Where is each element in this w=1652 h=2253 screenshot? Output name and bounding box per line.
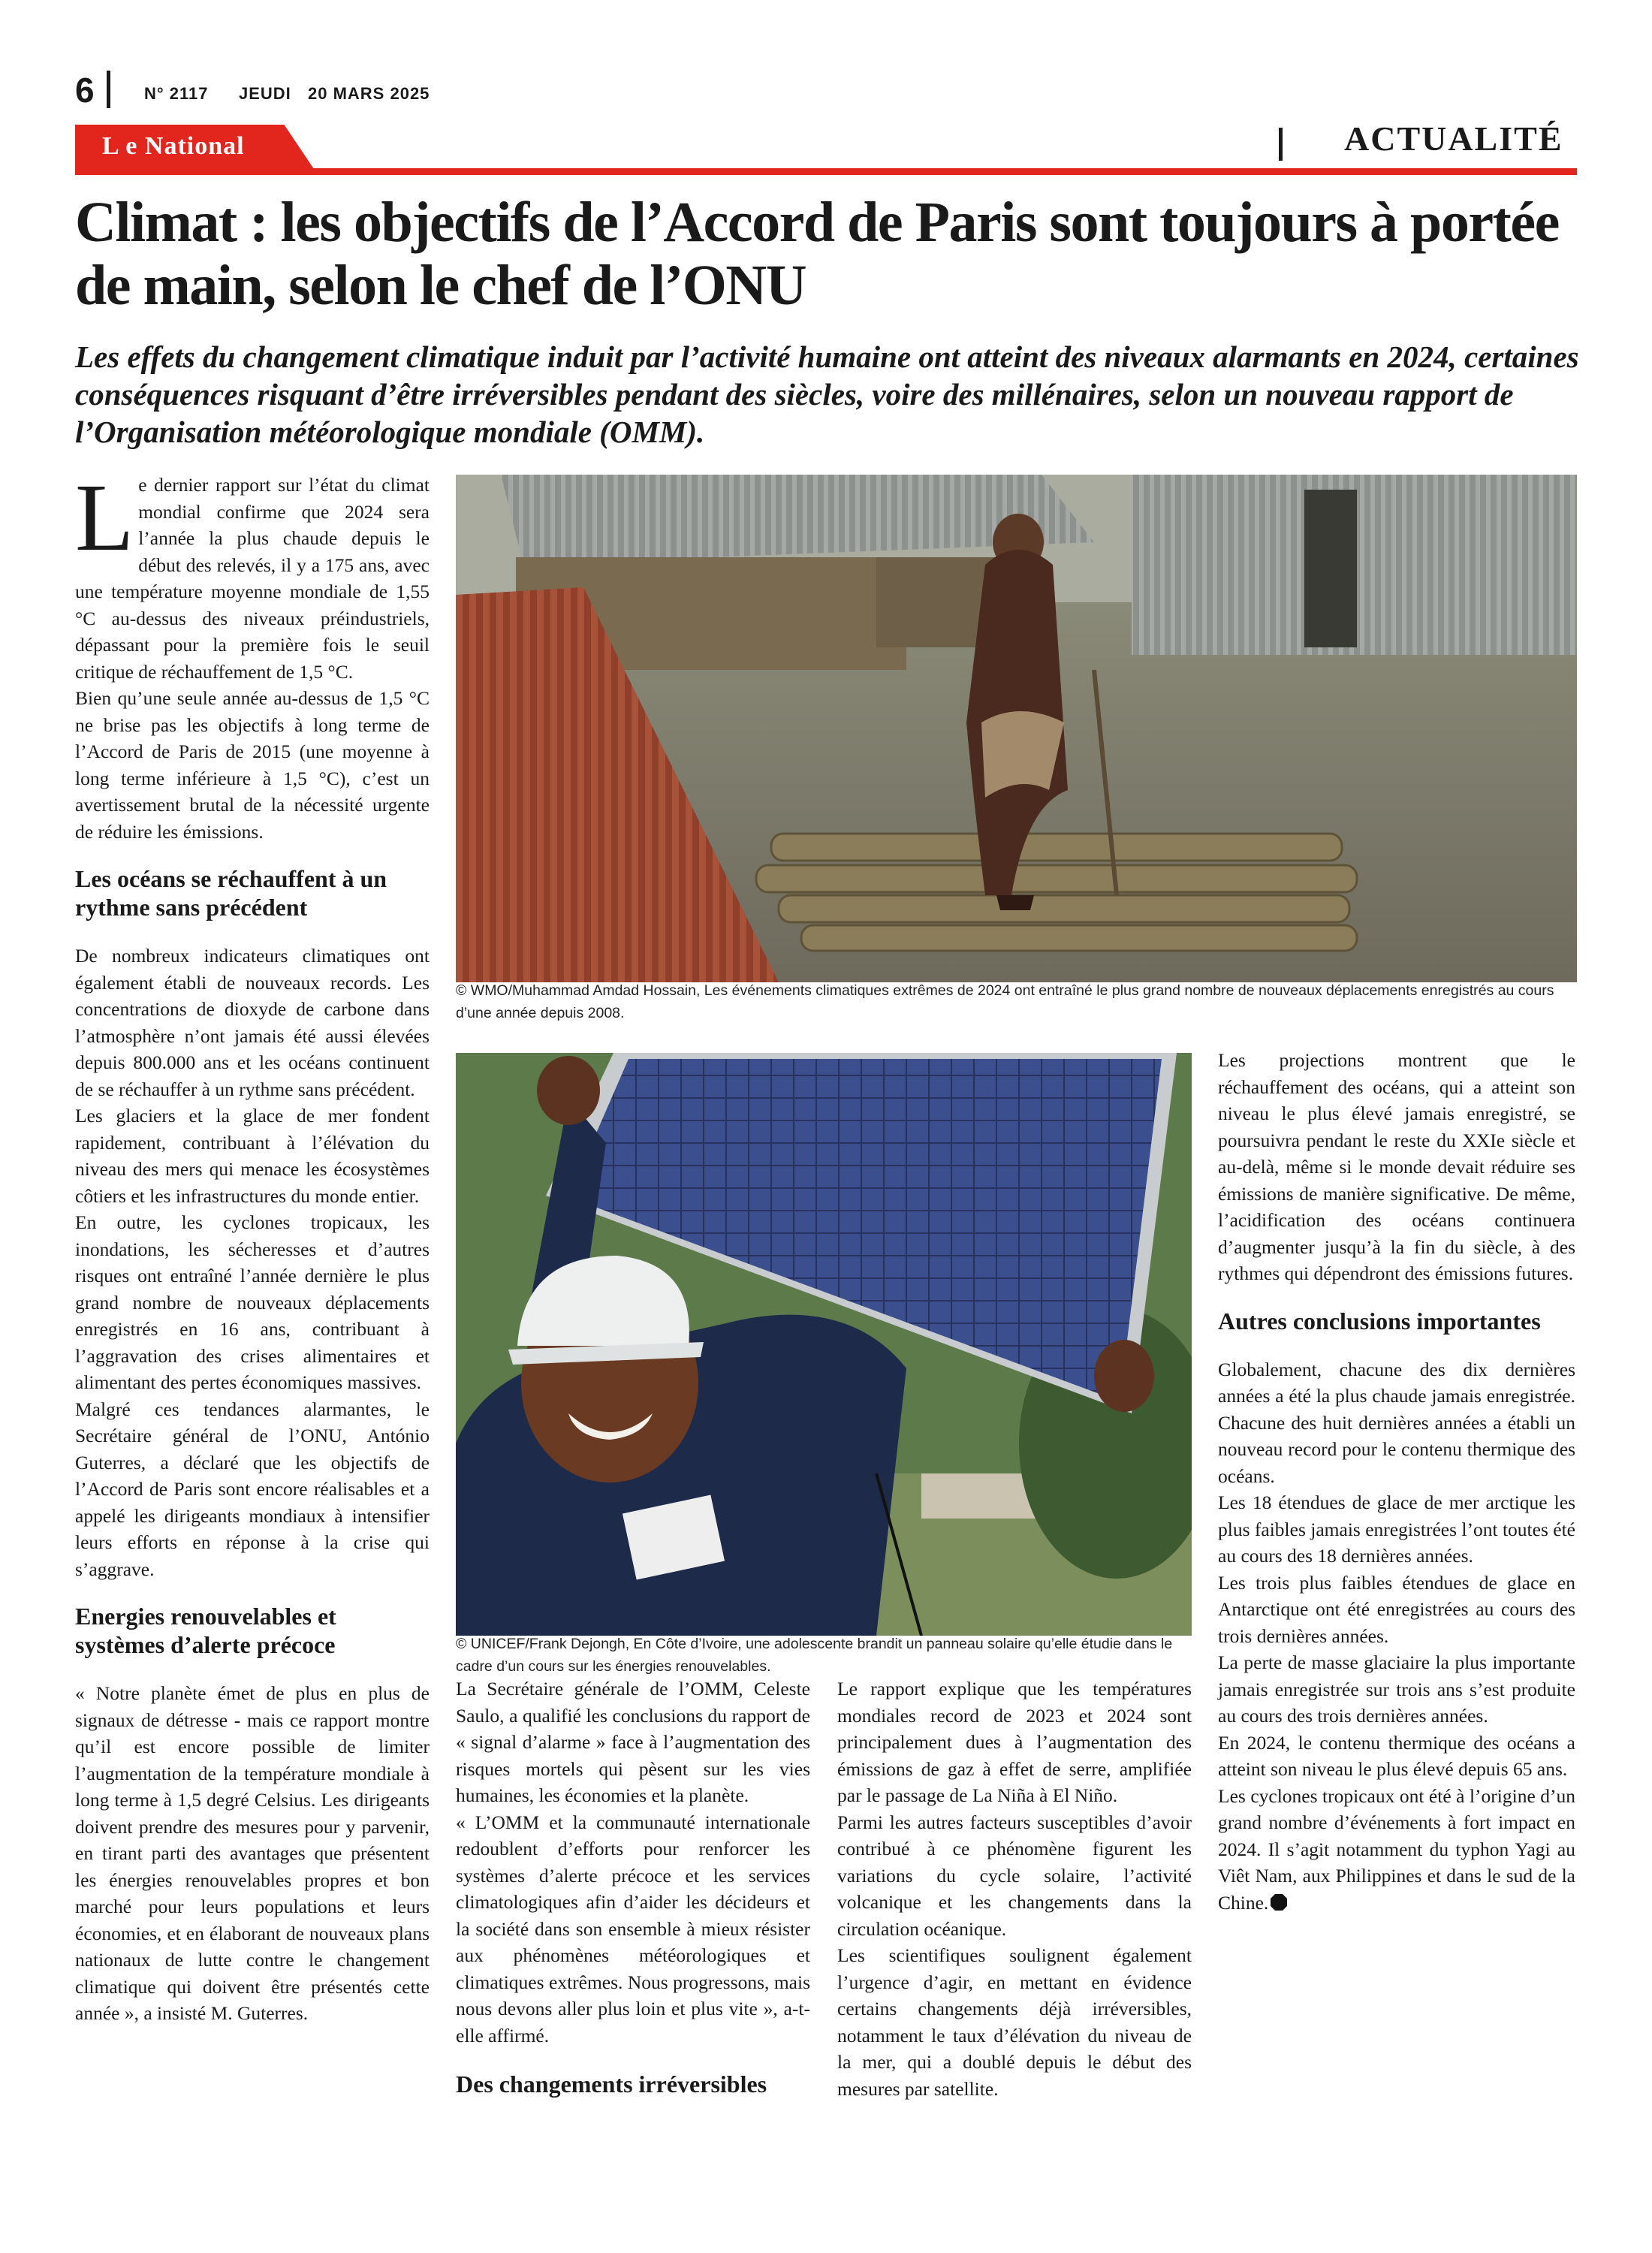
paragraph: En outre, les cyclones tropicaux, les inondations, les sécheresses et d’autres risques ont entraîné l’année dernière le plus grand nombre de nouveaux déplacements enregistrés en 16 ans, contribuant à l’aggravation des crises alimentaires et alimentant des pertes économiques massives.	[75, 1211, 430, 1393]
drop-cap: L	[75, 464, 134, 571]
paragraph: La Secrétaire générale de l’OMM, Celeste Saulo, a qualifié les conclusions du rapport de « signal d’alarme » face à l’augmentation des risques mortels qui pèsent sur les vies humaines, les économies et la planète.	[456, 1678, 810, 1806]
paragraph: En 2024, le contenu thermique des océans a atteint son niveau le plus élevé depuis 65 ans.	[1218, 1731, 1575, 1780]
header-rule	[75, 168, 1577, 175]
paragraph: Bien qu’une seule année au-dessus de 1,5 °C ne brise pas les objectifs à long terme de l’Accord de Paris de 2015 (une moyenne à long terme inférieure à 1,5 °C), c’est un avertissement brutal de la nécessité urgente de réduire les émissions.	[75, 687, 430, 843]
column-1	[75, 464, 430, 2027]
paragraph: Globalement, chacune des dix dernières années a été la plus chaude jamais enregistrée. Chacune des huit dernières années a établi un nouveau record pour le contenu thermique des océans.	[1218, 1358, 1575, 1487]
paragraph: Les trois plus faibles étendues de glace en Antarctique ont été enregistrées au cours des trois dernières années.	[1218, 1571, 1575, 1647]
paragraph: Les glaciers et la glace de mer fondent rapidement, contribuant à l’élévation du niveau des mers qui menace les écosystèmes côtiers et les infrastructures du monde entier.	[75, 1105, 430, 1207]
column-2	[456, 1675, 810, 2119]
section-label: ACTUALITÉ	[1344, 119, 1563, 158]
solar-photo	[456, 1053, 1192, 1636]
paragraph: Le rapport explique que les températures mondiales record de 2023 et 2024 sont principalement dues à l’augmentation des émissions de gaz à effet de serre, amplifiée par le passage de La Niña à El Niño.	[837, 1678, 1192, 1806]
section-divider	[1279, 128, 1283, 161]
paragraph: De nombreux indicateurs climatiques ont également établi de nouveaux records. Les concentrations de dioxyde de carbone dans l’atmosphère n’ont jamais été aussi élevées depuis 800.000 ans et les océans continuent de se réchauffer à un rythme sans précédent.	[75, 945, 430, 1100]
solar-illustration	[456, 1053, 1192, 1636]
page-number: 6	[75, 71, 95, 110]
newspaper-name: L e National	[102, 132, 245, 160]
end-of-article-icon	[1270, 1893, 1288, 1911]
paragraph: « Notre planète émet de plus en plus de signaux de détresse - mais ce rapport montre qu’il est encore possible de limiter l’augmentation de la température mondiale à long terme à 1,5 degré Celsius. Les dirigeants doivent prendre des mesures pour y parvenir, en tirant parti des avantages que présentent les énergies renouvelables propres et bon marché pour leurs populations et leurs économies, et en élaborant de nouveaux plans nationaux de lutte contre le changement climatique qui doivent être présentés cette année », a insisté M. Guterres.	[75, 1682, 430, 2024]
final-paragraph: Les cyclones tropicaux ont été à l’origine d’un grand nombre d’événements à fort impact en 2024. Il s’agit notamment du typhon Yagi au Viêt Nam, aux Philippines et dans le sud de la Chine.	[1218, 1784, 1575, 1914]
issue-date: 20 MARS 2025	[308, 84, 430, 103]
paragraph: Les projections montrent que le réchauffement des océans, qui a atteint son niveau le plus élevé jamais enregistré, se poursuivra pendant le reste du XXIe siècle et au-delà, même si le monde devait réduire ses émissions de manière significative. De même, l’acidification des océans continuera d’augmenter jusqu’à la fin du siècle, à des rythmes qui dépendront des émissions futures.	[1218, 1049, 1575, 1284]
paragraph: « L’OMM et la communauté internationale redoublent d’efforts pour renforcer les systèmes d’alerte précoce et les services climatologiques afin d’aider les décideurs et la société dans son ensemble à mieux résister aux phénomènes météorologiques et climatiques extrêmes. Nous progressons, mais nous devons aller plus loin et plus vite », a-t-elle affirmé.	[456, 1811, 810, 2046]
subheading-conclusions: Autres conclusions importantes	[1218, 1307, 1541, 1335]
article-lead: Les effets du changement climatique induit par l’activité humaine ont atteint des niveaux alarmants en 2024, certaines conséquences risquant d’être irréversibles pendant des siècles, voire des millénaires, selon un nouveau rapport de l’Organisation météorologique mondiale (OMM).	[75, 339, 1579, 449]
paragraph: Parmi les autres facteurs susceptibles d’avoir contribué à ce phénomène figurent les variations du cycle solaire, l’activité volcanique et les changements dans la circulation océanique.	[837, 1811, 1192, 1940]
subheading-oceans: Les océans se réchauffent à un rythme sans précédent	[75, 865, 387, 921]
paragraph: Malgré ces tendances alarmantes, le Secrétaire général de l’ONU, António Guterres, a déclaré que les objectifs de l’Accord de Paris sont encore réalisables et a appelé les dirigeants mondiaux à intensifier leurs efforts en réponse à la crise qui s’aggrave.	[75, 1398, 430, 1580]
flood-photo	[456, 475, 1577, 982]
paragraph: Les scientifiques soulignent également l’urgence d’agir, en mettant en évidence certains changements déjà irréversibles, notamment le taux d’élévation du niveau de la mer, qui a doublé depuis le début des mesures par satellite.	[837, 1944, 1192, 2100]
article-title: Climat : les objectifs de l’Accord de Paris sont toujours à portée de main, selon le chef de l’ONU	[75, 191, 1559, 317]
flood-photo-caption: © WMO/Muhammad Amdad Hossain, Les événements climatiques extrêmes de 2024 ont entraîné le plus grand nombre de nouveaux déplacements enregistrés au cours d’une année depuis 2008.	[456, 982, 1554, 1021]
paragraph: La perte de masse glaciaire la plus importante jamais enregistrée sur trois ans s’est produite au cours des trois dernières années.	[1218, 1651, 1575, 1727]
folio-divider	[107, 71, 110, 108]
solar-photo-caption: © UNICEF/Frank Dejongh, En Côte d’Ivoire, une adolescente brandit un panneau solaire qu’elle étudie dans le cadre d’un cours sur les énergies renouvelables.	[456, 1636, 1173, 1675]
issue-number: N° 2117	[144, 84, 209, 103]
subheading-renewables: Energies renouvelables et systèmes d’alerte précoce	[75, 1603, 336, 1658]
flood-illustration	[456, 475, 1577, 982]
intro-paragraph: Le dernier rapport sur l’état du climat mondial confirme que 2024 sera l’année la plus chaude depuis le début des relevés, il y a 175 ans, avec une température moyenne mondiale de 1,55 °C au-dessus des niveaux préindustriels, dépassant pour la première fois le seuil critique de réchauffement de 1,5 °C.	[75, 464, 430, 683]
issue-day: JEUDI	[239, 84, 291, 103]
subheading-irreversible: Des changements irréversibles	[456, 2071, 767, 2098]
column-3	[837, 1675, 1192, 2102]
column-4	[1218, 1047, 1575, 1916]
paragraph: Les 18 étendues de glace de mer arctique les plus faibles jamais enregistrées l’ont toutes été au cours des 18 dernières années.	[1218, 1491, 1575, 1567]
